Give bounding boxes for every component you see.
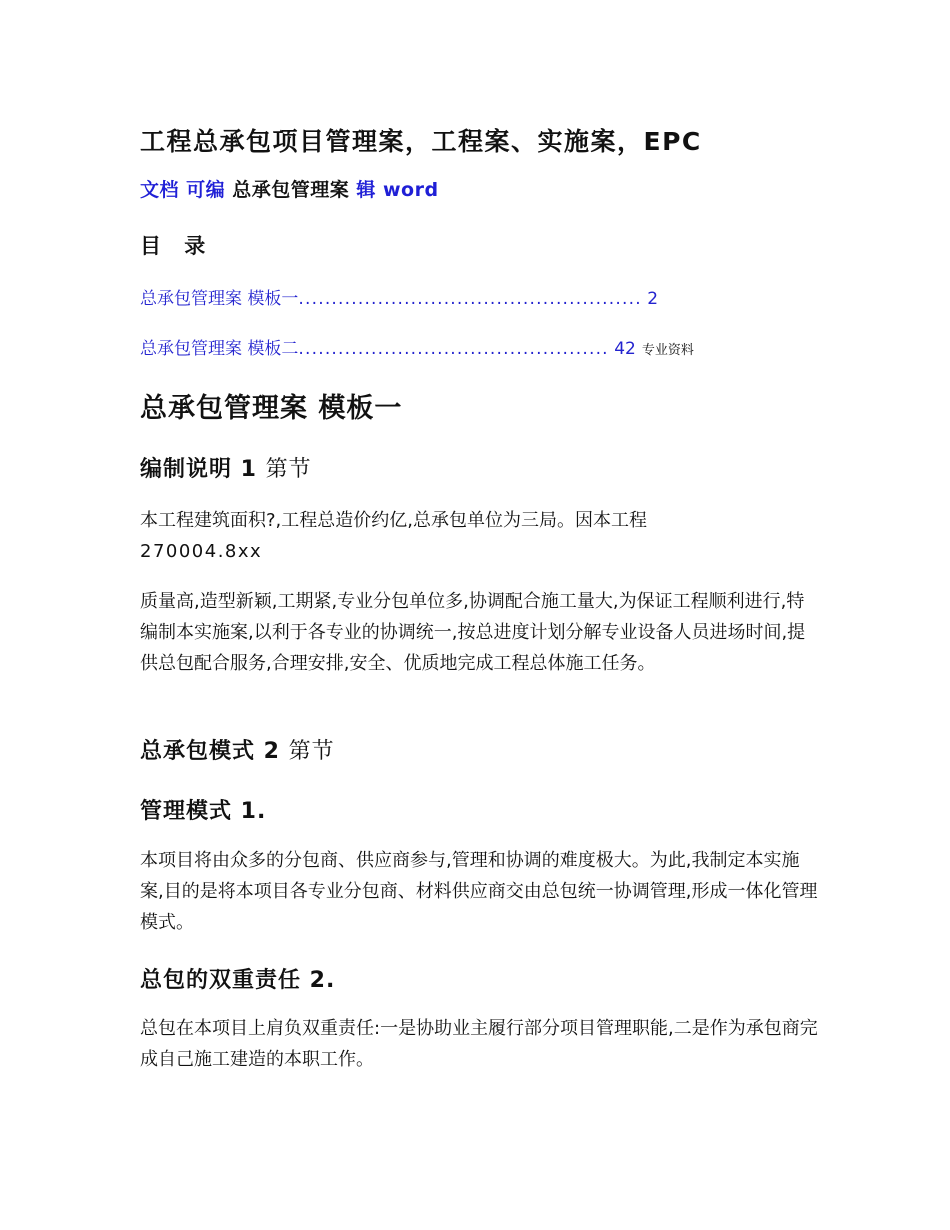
- paragraph-line: 270004.8xx: [140, 541, 263, 562]
- toc-entry-1[interactable]: [140, 284, 658, 309]
- document-subtitle: [140, 175, 439, 202]
- section-title: 总承包管理案 模板一: [140, 393, 403, 424]
- subtitle-topic: 总承包管理案: [232, 179, 350, 201]
- toc-entry-page: 2: [647, 289, 659, 309]
- heading-contract-mode: [140, 734, 335, 765]
- toc-entry-note: 专业资料: [641, 343, 694, 358]
- heading-dual-responsibility: 总包的双重责任 2.: [140, 968, 336, 993]
- heading-compile-notes: [140, 452, 312, 483]
- heading-compile-notes-bold: 编制说明 1: [140, 457, 257, 482]
- toc-entry-page: 42: [614, 339, 636, 359]
- heading-contract-mode-suffix: 第节: [288, 739, 335, 764]
- toc-entry-2[interactable]: [140, 334, 694, 359]
- document-title: 工程总承包项目管理案，工程案、实施案，EPC: [140, 127, 702, 156]
- toc-entry-label: 总承包管理案 模板二: [140, 339, 299, 359]
- subtitle-editable-label: 文档 可编: [140, 179, 226, 201]
- paragraph-management-mode: 本项目将由众多的分包商、供应商参与,管理和协调的难度极大。为此,我制定本实施案,目的是将本项目各专业分包商、材料供应商交由总包统一协调管理,形成一体化管理模式。: [140, 850, 818, 933]
- toc-entry-leader: ....................................................: [298, 289, 642, 309]
- paragraph-purpose: 质量高,造型新颖,工期紧,专业分包单位多,协调配合施工量大,为保证工程顺利进行,特编制本实施案,以利于各专业的协调统一,按总进度计划分解专业设备人员进场时间,提供总包配合服务,合理安排,安全、优质地完成工程总体施工任务。: [140, 591, 806, 674]
- toc-entry-leader: ...............................................: [298, 339, 609, 359]
- heading-compile-notes-suffix: 第节: [265, 457, 312, 482]
- paragraph-line: 本工程建筑面积?,工程总造价约亿,总承包单位为三局。因本工程: [140, 510, 647, 531]
- subtitle-word-label: 辑 word: [356, 179, 439, 201]
- toc-heading: 目 录: [140, 234, 214, 258]
- heading-contract-mode-bold: 总承包模式 2: [140, 739, 280, 764]
- toc-entry-label: 总承包管理案 模板一: [140, 289, 299, 309]
- paragraph-project-overview: [140, 505, 820, 567]
- paragraph-dual-responsibility: 总包在本项目上肩负双重责任:一是协助业主履行部分项目管理职能,二是作为承包商完成自己施工建造的本职工作。: [140, 1018, 818, 1070]
- heading-management-mode: 管理模式 1.: [140, 799, 267, 824]
